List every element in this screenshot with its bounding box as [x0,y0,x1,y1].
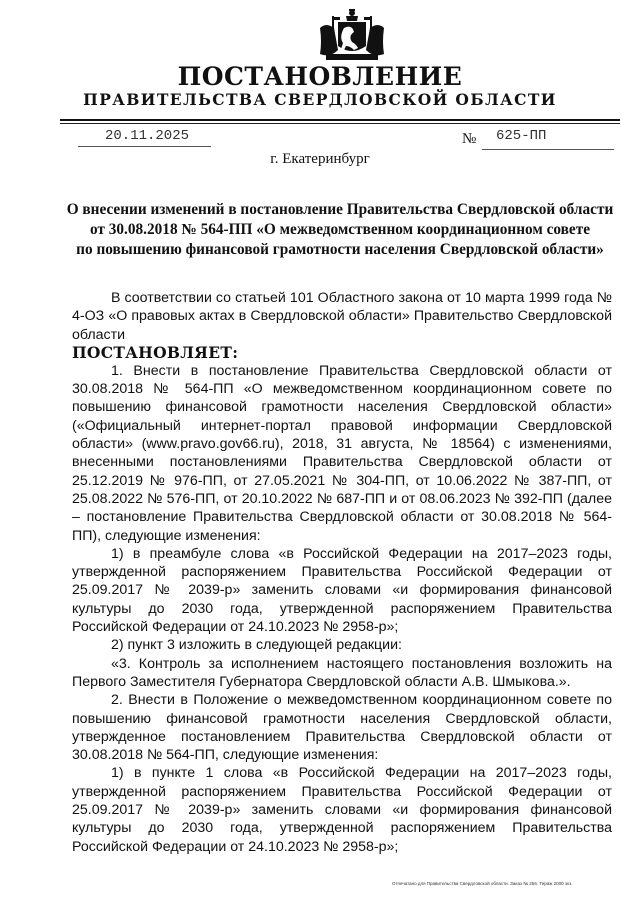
paragraph: 1) в преамбуле слова «в Российской Федерации на 2017–2023 годы, утвержденной распоряжением Правительства Российской Федерации от 25.09.2017 № 2039-р» заменить словами «и формирования финансовой культуры до 2030 года, утвержденной распоряжением Правительства Российской Федерации от 24.10.2023 № 2958-р»; [72,545,612,636]
document-subject [60,200,620,260]
paragraph: 1) в пункте 1 слова «в Российской Федерации на 2017–2023 годы, утвержденной распоряжением Правительства Российской Федерации от 25.09.2017 № 2039-р» заменить словами «и формирования финансовой культуры до 2030 года, утвержденной распоряжением Правительства Российской Федерации от 24.10.2023 № 2958-р»; [72,765,612,855]
header-rule-thin [60,123,620,124]
paragraph: 1. Внести в постановление Правительства Свердловской области от 30.08.2018 № 564-ПП «О межведомственном координационном совете по повышению финансовой грамотности населения Свердловской области» («Официальный интернет-портал правовой информации Свердловской области» (www.pravo.gov66.ru), 2018, 31 августа, № 18564) с изменениями, внесенными постановлениями Правительства Свердловской области от 25.12.2019 № 976-ПП, от 27.05.2021 № 304-ПП, от 10.06.2022 № 387-ПП, от 25.08.2022 № 576-ПП, от 20.10.2022 № 687-ПП и от 08.06.2023 № 392-ПП (далее – постановление Правительства Свердловской области от 30.08.2018 № 564-ПП), следующие изменения: [72,362,612,544]
document-type-title: ПОСТАНОВЛЕНИЕ [177,62,463,91]
number-underline [482,149,614,150]
preamble: В соответствии со статьей 101 Областного закона от 10 марта 1999 года № 4-ОЗ «О правовых актах в Свердловской области» Правительство Свердловской области [72,290,612,343]
subject-line: от 30.08.2018 № 564-ПП «О межведомственном координационном совете [89,221,591,238]
date-underline [78,146,211,147]
issuing-authority: ПРАВИТЕЛЬСТВА СВЕРДЛОВСКОЙ ОБЛАСТИ [83,90,557,109]
document-body [72,289,612,856]
subject-line: по повышению финансовой грамотности населения Свердловской области» [76,241,604,258]
resolve-heading: ПОСТАНОВЛЯЕТ: [72,342,239,362]
paragraph: «3. Контроль за исполнением настоящего постановления возложить на Первого Заместителя Губернатора Свердловской области А.В. Шмыкова.». [72,655,612,690]
city: г. Екатеринбург [270,151,370,167]
coat-of-arms-icon [316,8,388,64]
document-number: 625-ПП [496,128,547,144]
subject-line: О внесении изменений в постановление Правительства Свердловской области [66,201,614,218]
print-note: Отпечатано для Правительства Свердловской области. Заказ № 256. Тираж 2000 экз. [392,881,573,886]
header-rule-thick [60,119,620,121]
document-date: 20.11.2025 [105,128,190,144]
number-label: № [462,131,477,147]
paragraph: 2) пункт 3 изложить в следующей редакции: [111,637,402,654]
paragraph: 2. Внести в Положение о межведомственном координационном совете по повышению финансовой грамотности населения Свердловской области, утвержденное постановлением Правительства Свердловской области от 30.08.2018 № 564-ПП, следующие изменения: [72,692,612,764]
